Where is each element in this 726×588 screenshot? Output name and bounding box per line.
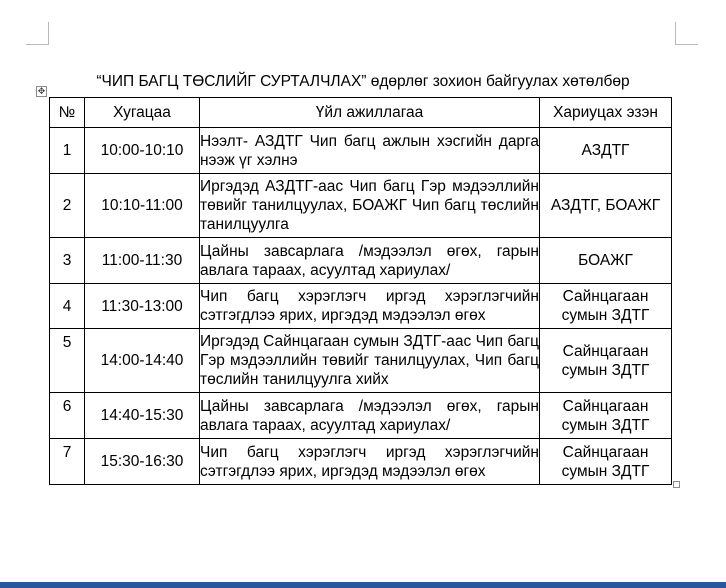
row-activity: Нээлт- АЗДТГ Чип багц ажлын хэсгийн дарга нээж үг хэлнэ [200,128,540,174]
row-time: 14:00-14:40 [85,329,200,393]
row-num: 5 [50,329,85,393]
row-responsible: Сайнцагаан сумын ЗДТГ [540,284,672,329]
row-time: 11:30-13:00 [85,284,200,329]
table-resize-handle[interactable] [673,481,680,488]
row-time: 10:00-10:10 [85,128,200,174]
row-responsible: Сайнцагаан сумын ЗДТГ [540,439,672,485]
table-header-row [50,98,672,128]
row-num: 1 [50,128,85,174]
row-num: 7 [50,439,85,485]
window-bottom-bar [0,582,726,588]
document-title: “ЧИП БАГЦ ТӨСЛИЙГ СУРТАЛЧЛАХ” өдөрлөг зохион байгуулах хөтөлбөр [96,73,630,90]
row-responsible: БОАЖГ [540,238,672,284]
table-row [50,238,672,284]
row-num: 4 [50,284,85,329]
page-corner-mark-top-right [675,22,698,45]
row-activity: Иргэдэд Сайнцагаан сумын ЗДТГ-аас Чип багц Гэр мэдээллийн төвийг танилцуулах, Чип багц төслийн танилцуулга хийх [200,329,540,393]
row-activity: Цайны завсарлага /мэдээлэл өгөх, гарын авлага тараах, асуултад хариулах/ [200,393,540,439]
row-time: 15:30-16:30 [85,439,200,485]
table-row [50,439,672,485]
row-responsible: АЗДТГ, БОАЖГ [540,174,672,238]
table-move-handle-icon[interactable]: ✥ [37,86,46,96]
row-activity: Цайны завсарлага /мэдээлэл өгөх, гарын авлага тараах, асуултад хариулах/ [200,238,540,284]
row-num: 6 [50,393,85,439]
row-activity: Чип багц хэрэглэгч иргэд хэрэглэгчийн сэтгэгдлээ ярих, иргэдэд мэдээлэл өгөх [200,439,540,485]
row-responsible: Сайнцагаан сумын ЗДТГ [540,329,672,393]
page-corner-mark-top-left [26,22,49,45]
header-activity: Үйл ажиллагаа [200,98,540,128]
header-num: № [50,98,85,128]
table-row [50,329,672,393]
table-row [50,393,672,439]
table-row [50,174,672,238]
row-responsible: Сайнцагаан сумын ЗДТГ [540,393,672,439]
row-activity: Иргэдэд АЗДТГ-аас Чип багц Гэр мэдээллийн төвийг танилцуулах, БОАЖГ Чип багц төслийн танилцуулга [200,174,540,238]
row-num: 3 [50,238,85,284]
table-row [50,128,672,174]
header-responsible: Хариуцах эзэн [540,98,672,128]
row-time: 14:40-15:30 [85,393,200,439]
row-time: 11:00-11:30 [85,238,200,284]
table-row [50,284,672,329]
schedule-table [49,97,672,485]
header-time: Хугацаа [85,98,200,128]
row-activity: Чип багц хэрэглэгч иргэд хэрэглэгчийн сэтгэгдлээ ярих, иргэдэд мэдээлэл өгөх [200,284,540,329]
row-time: 10:10-11:00 [85,174,200,238]
row-responsible: АЗДТГ [540,128,672,174]
row-num: 2 [50,174,85,238]
